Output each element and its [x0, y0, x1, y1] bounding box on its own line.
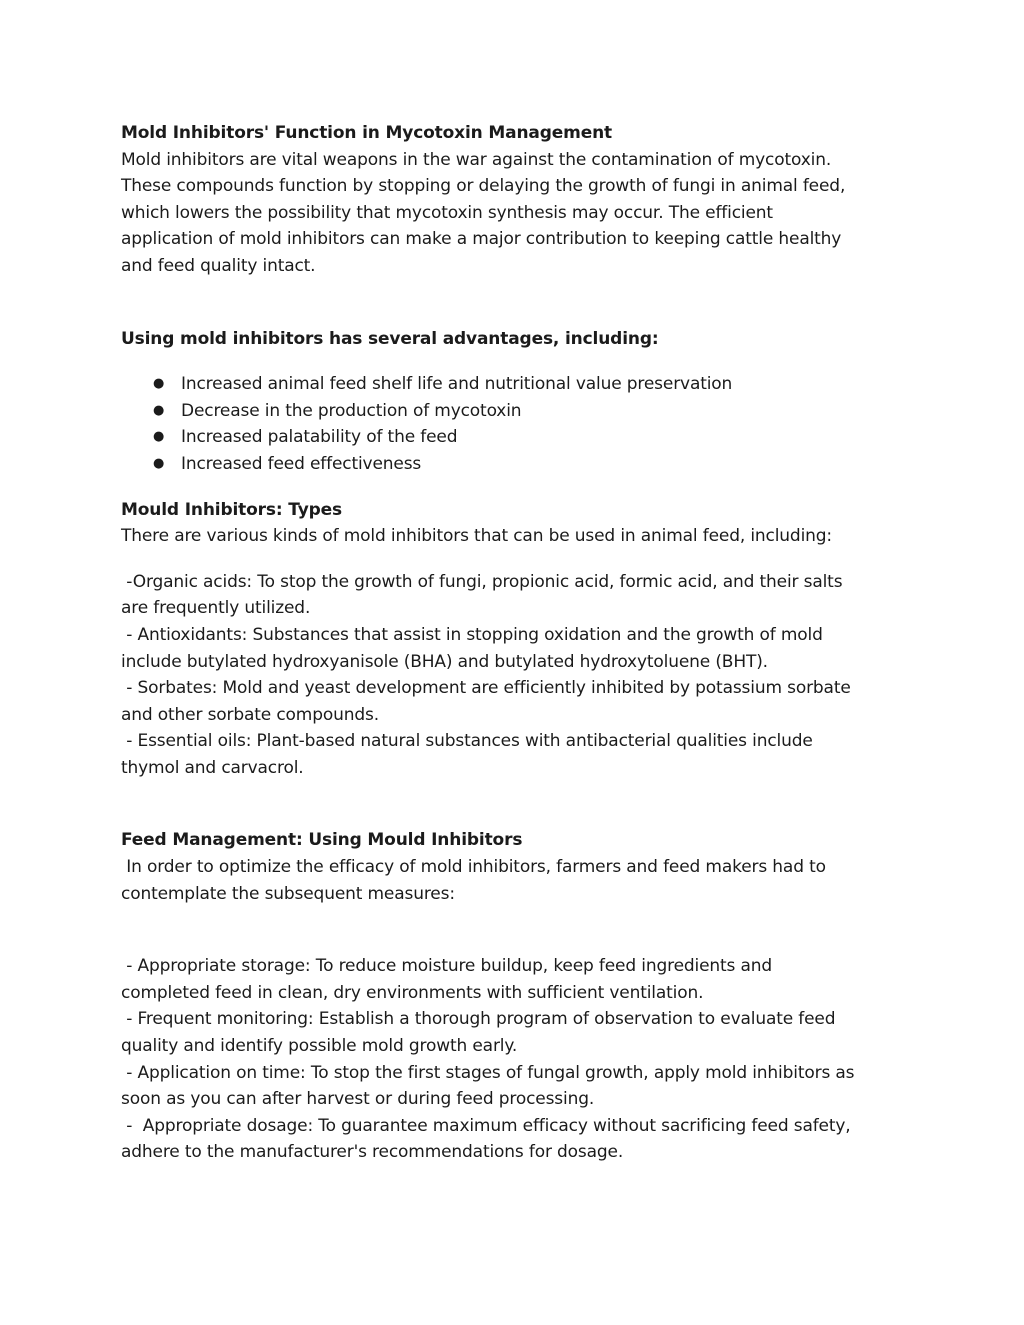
- paragraph-line: - Frequent monitoring: Establish a thorough program of observation to evaluate feed: [121, 1009, 836, 1030]
- section-mold-inhibitors-function: [121, 120, 911, 280]
- list-item-text: Decrease in the production of mycotoxin: [181, 400, 522, 421]
- section-heading: Mould Inhibitors: Types: [121, 499, 343, 520]
- paragraph-line: which lowers the possibility that mycotoxin synthesis may occur. The efficient: [121, 202, 773, 223]
- paragraph-line: contemplate the subsequent measures:: [121, 883, 455, 904]
- section-inhibitor-types: [121, 497, 911, 782]
- paragraph-line: - Antioxidants: Substances that assist in stopping oxidation and the growth of mold: [121, 624, 823, 645]
- paragraph-line: and feed quality intact.: [121, 255, 316, 276]
- list-item: [121, 371, 911, 398]
- document-page: [121, 120, 911, 1166]
- paragraph-line: include butylated hydroxyanisole (BHA) and butylated hydroxytoluene (BHT).: [121, 651, 768, 672]
- paragraph-line: - Appropriate storage: To reduce moisture buildup, keep feed ingredients and: [121, 956, 773, 977]
- list-item: [121, 424, 911, 451]
- paragraph-line: -Organic acids: To stop the growth of fungi, propionic acid, formic acid, and their salts: [121, 571, 843, 592]
- spacer: [121, 478, 911, 497]
- paragraph-line: - Appropriate dosage: To guarantee maximum efficacy without sacrificing feed safety,: [121, 1115, 851, 1136]
- paragraph-line: - Essential oils: Plant-based natural substances with antibacterial qualities include: [121, 731, 813, 752]
- section-heading: Using mold inhibitors has several advantages, including:: [121, 328, 659, 349]
- paragraph-line: - Sorbates: Mold and yeast development are efficiently inhibited by potassium sorbate: [121, 678, 851, 699]
- spacer: [121, 352, 911, 371]
- paragraph-line: soon as you can after harvest or during feed processing.: [121, 1089, 595, 1110]
- advantages-list: [121, 371, 911, 477]
- list-item-text: Increased feed effectiveness: [181, 453, 422, 474]
- list-item: [121, 398, 911, 425]
- bullet-icon: ●: [153, 429, 165, 445]
- paragraph-line: adhere to the manufacturer's recommendations for dosage.: [121, 1142, 624, 1163]
- paragraph-line: are frequently utilized.: [121, 598, 311, 619]
- section-heading: Mold Inhibitors' Function in Mycotoxin Management: [121, 123, 613, 143]
- spacer: [121, 280, 911, 326]
- list-item: [121, 451, 911, 478]
- paragraph-line: and other sorbate compounds.: [121, 704, 379, 725]
- list-item-text: Increased animal feed shelf life and nutritional value preservation: [181, 374, 733, 395]
- bullet-icon: ●: [153, 376, 165, 392]
- list-item-text: Increased palatability of the feed: [181, 427, 458, 448]
- paragraph-line: - Application on time: To stop the first stages of fungal growth, apply mold inhibitors as: [121, 1062, 855, 1083]
- bullet-icon: ●: [153, 402, 165, 418]
- paragraph-line: Mold inhibitors are vital weapons in the war against the contamination of mycotoxin.: [121, 149, 832, 170]
- spacer: [121, 907, 911, 953]
- paragraph-line: quality and identify possible mold growth early.: [121, 1036, 518, 1057]
- section-advantages: [121, 326, 911, 478]
- paragraph-line: These compounds function by stopping or delaying the growth of fungi in animal feed,: [121, 176, 846, 197]
- paragraph-line: completed feed in clean, dry environments with sufficient ventilation.: [121, 982, 704, 1003]
- spacer: [121, 781, 911, 827]
- spacer: [121, 550, 911, 569]
- paragraph-line: application of mold inhibitors can make a major contribution to keeping cattle healthy: [121, 229, 842, 250]
- section-feed-management: [121, 827, 911, 1166]
- section-heading: Feed Management: Using Mould Inhibitors: [121, 830, 523, 851]
- paragraph-line: In order to optimize the efficacy of mold inhibitors, farmers and feed makers had to: [121, 857, 826, 878]
- paragraph-line: There are various kinds of mold inhibitors that can be used in animal feed, including:: [121, 526, 832, 547]
- paragraph-line: thymol and carvacrol.: [121, 757, 304, 778]
- bullet-icon: ●: [153, 455, 165, 471]
